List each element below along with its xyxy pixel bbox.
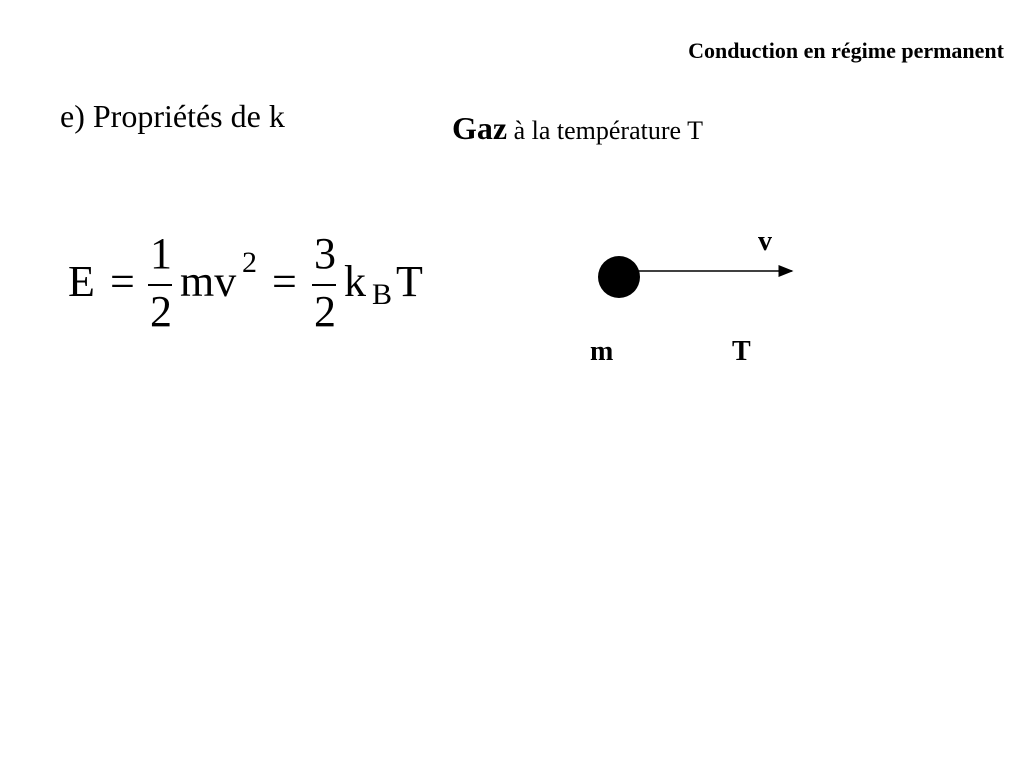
kinetic-energy-equation (68, 228, 448, 338)
equation-equals-2: = (272, 257, 297, 306)
equation-term-mv: mv (180, 257, 237, 306)
equation-lhs: E (68, 257, 95, 306)
equation-equals-1: = (110, 257, 135, 306)
particle-icon (598, 256, 640, 298)
fraction-2-denominator: 2 (314, 287, 336, 336)
equation-term-t: T (396, 257, 423, 306)
gas-caption (452, 110, 703, 147)
fraction-1-numerator: 1 (150, 229, 172, 278)
fraction-1-bar (148, 284, 172, 286)
particle-diagram (590, 220, 810, 370)
fraction-2-bar (312, 284, 336, 286)
temperature-label: T (732, 336, 751, 367)
gas-caption-bold: Gaz (452, 110, 508, 146)
equation-term-k: k (344, 257, 366, 306)
equation-exponent: 2 (242, 246, 257, 279)
fraction-2-numerator: 3 (314, 229, 336, 278)
particle-svg (590, 220, 810, 370)
header-title: Conduction en régime permanent (688, 38, 1004, 63)
mass-label: m (590, 336, 614, 367)
section-title: e) Propriétés de k (60, 98, 285, 134)
fraction-1-denominator: 2 (150, 287, 172, 336)
gas-caption-rest: à la température T (513, 116, 703, 145)
equation-subscript-b: B (372, 278, 393, 311)
velocity-label: v (758, 226, 772, 257)
